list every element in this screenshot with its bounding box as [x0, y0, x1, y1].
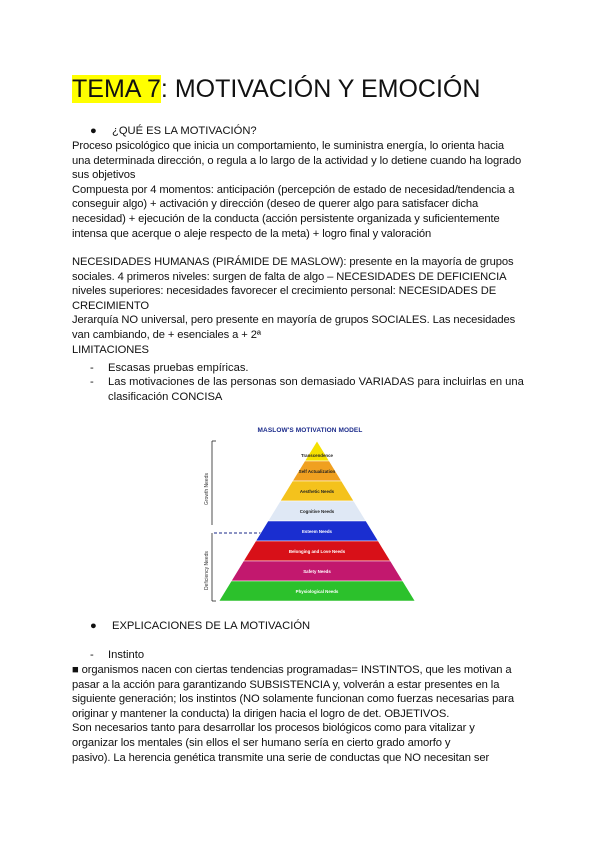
instinto-text: Instinto	[108, 649, 145, 661]
text-line: Compuesta por 4 momentos: anticipación (percepción de estado de necesidad/tendencia a	[72, 183, 515, 196]
dash-icon: -	[90, 376, 94, 388]
text-line: organizar los mentales (sin ellos el ser humano sería en cierto grado amorfo y	[72, 736, 451, 749]
text-line: sus objetivos	[72, 169, 136, 182]
limitation-text: Las motivaciones de las personas son demasiado VARIADAS para incluirlas en una clasificación CONCISA	[108, 376, 524, 403]
text-line: sociales. 4 primeros niveles: surgen de falta de algo – NECESIDADES DE DEFICIENCIA	[72, 270, 507, 283]
pyramid-levels	[219, 441, 415, 601]
deficiency-needs-label: Deficiency Needs	[204, 551, 210, 590]
bullet-que-es-motivacion	[90, 124, 257, 139]
text-line: niveles superiores: necesidades favorecer el crecimiento personal: NECESIDADES DE	[72, 285, 497, 298]
title-rest: : MOTIVACIÓN Y EMOCIÓN	[160, 75, 481, 103]
definition-paragraph	[72, 139, 532, 241]
text-line: ■ organismos nacen con ciertas tendencias programadas= INSTINTOS, que les motivan a	[72, 664, 512, 676]
bullet-dot-icon: ●	[90, 620, 97, 632]
pyramid-svg	[200, 425, 420, 603]
text-line: intensa que acerque o aleje respecto de la meta) + logro final y valoración	[72, 227, 432, 240]
bullet-text: ¿QUÉ ES LA MOTIVACIÓN?	[112, 125, 257, 137]
instinto-paragraph	[72, 663, 532, 765]
pyramid-level-label: Belonging and Love Needs	[288, 548, 346, 554]
text-line: CRECIMIENTO	[72, 299, 150, 312]
dash-icon: -	[90, 362, 94, 374]
text-line: siguiente generación; los instintos (NO solamente funcionan como fuerzas necesarias para	[72, 693, 515, 706]
limitation-item	[90, 361, 530, 376]
pyramid-level-label: Physiological Needs	[295, 588, 339, 594]
text-line: pasar a la acción para garantizando SUBSISTENCIA y, volverán a estar presentes en la	[72, 678, 500, 691]
instinto-item	[90, 648, 530, 663]
limitation-text: Escasas pruebas empíricas.	[108, 362, 249, 374]
maslow-figure	[200, 425, 420, 603]
pyramid-level	[305, 441, 330, 461]
pyramid-level-label: Aesthetic Needs	[299, 488, 335, 494]
text-line: una determinada dirección, o regula a lo largo de la actividad y lo detiene cuando ha logrado	[72, 154, 522, 167]
title-highlight: TEMA 7	[72, 75, 161, 103]
bullet-dot-icon: ●	[90, 125, 97, 137]
bullet-text: EXPLICACIONES DE LA MOTIVACIÓN	[112, 620, 311, 632]
pyramid-level-label: Cognitive Needs	[299, 508, 335, 514]
bullet-explicaciones	[90, 619, 310, 634]
text-line: pasivo). La herencia genética transmite una serie de conductas que NO necesitan ser	[72, 751, 490, 764]
pyramid-level-label: Safety Needs	[303, 568, 331, 574]
text-line: van cambiando, de + esenciales a + 2ª	[72, 328, 261, 341]
text-line: originar y mantener la conducta) la dirigen hacia el logro de det. OBJETIVOS.	[72, 707, 450, 720]
growth-needs-label: Growth Needs	[204, 473, 210, 505]
figure-title: MASLOW'S MOTIVATION MODEL	[257, 427, 363, 434]
text-line: conseguir algo) + activación y dirección (deseo de querer algo para satisfacer dicha	[72, 198, 479, 211]
pyramid-level-label: Transcendence	[301, 453, 333, 458]
pyramid-level-label: Self Actualization	[298, 468, 336, 474]
maslow-paragraph	[72, 255, 532, 357]
text-line: Son necesarios tanto para desarrollar los procesos biológicos como para vitalizar y	[72, 722, 475, 735]
pyramid-level-label: Esteem Needs	[301, 528, 333, 534]
text-line: Jerarquía NO universal, pero presente en mayoría de grupos SOCIALES. Las necesidades	[72, 314, 516, 327]
text-line: necesidad) + ejecución de la conducta (acción persistente organizada y suficientemente	[72, 212, 500, 225]
text-line: NECESIDADES HUMANAS (PIRÁMIDE DE MASLOW): presente en la mayoría de grupos	[72, 256, 514, 268]
text-line: LIMITACIONES	[72, 343, 149, 356]
dash-icon: -	[90, 649, 94, 661]
text-line: Proceso psicológico que inicia un comportamiento, le suministra energía, lo orienta hacia	[72, 140, 505, 152]
page-title	[72, 72, 480, 106]
limitation-item	[90, 375, 530, 404]
